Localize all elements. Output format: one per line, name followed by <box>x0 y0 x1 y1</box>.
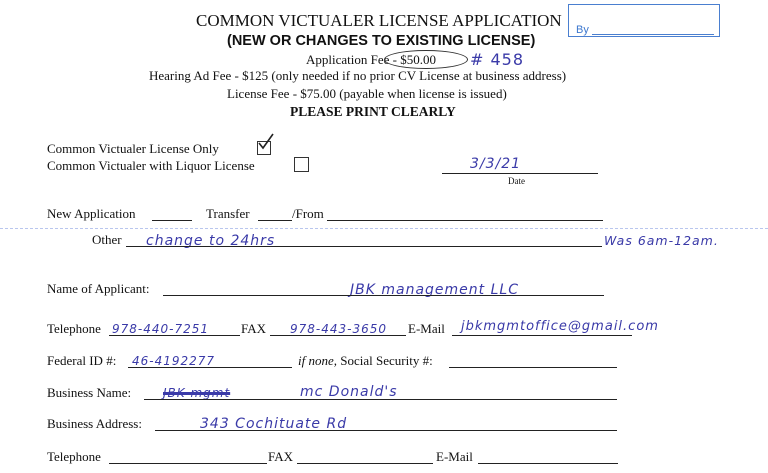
ssn-label <box>298 353 433 369</box>
fax-label: FAX <box>241 321 267 336</box>
from-line[interactable] <box>327 220 603 221</box>
hearing-ad-fee: Hearing Ad Fee - $125 (only needed if no prior CV License at business address) <box>149 68 567 83</box>
telephone-label: Telephone <box>47 321 101 336</box>
federal-id-label: Federal ID #: <box>47 353 117 368</box>
email-line[interactable] <box>452 335 632 336</box>
fee-circle <box>384 50 468 69</box>
fax2-label: FAX <box>268 449 294 464</box>
new-application-label: New Application <box>47 206 136 221</box>
telephone-value: 978-440-7251 <box>112 322 210 336</box>
fax2-line[interactable] <box>297 463 433 464</box>
checkmark-icon <box>256 132 276 157</box>
transfer-label: Transfer <box>206 206 250 221</box>
cv-liquor-checkbox[interactable] <box>294 157 309 172</box>
business-name-line[interactable] <box>144 399 617 400</box>
telephone2-label: Telephone <box>47 449 101 464</box>
cv-only-label: Common Victualer License Only <box>47 141 219 156</box>
telephone-line[interactable] <box>109 335 240 336</box>
form-title: COMMON VICTUALER LICENSE APPLICATION <box>196 11 562 30</box>
form-subtitle: (NEW OR CHANGES TO EXISTING LICENSE) <box>227 33 536 49</box>
ssn-line[interactable] <box>449 367 617 368</box>
print-clearly-note: PLEASE PRINT CLEARLY <box>290 104 456 119</box>
from-label: /From <box>292 206 324 221</box>
email-value: jbkmgmtoffice@gmail.com <box>461 319 659 334</box>
other-label: Other <box>92 232 122 247</box>
date-label: Date <box>508 176 525 186</box>
ssn-if-none: if none, <box>298 353 337 368</box>
business-address-label: Business Address: <box>47 416 142 431</box>
business-name-struck: JBK mgmt <box>163 386 231 400</box>
federal-id-value: 46-4192277 <box>132 354 216 368</box>
date-line <box>442 173 598 174</box>
email2-label: E-Mail <box>436 449 473 464</box>
transfer-line[interactable] <box>258 220 292 221</box>
applicant-value: JBK management LLC <box>350 282 519 298</box>
business-name-value: mc Donald's <box>300 384 398 400</box>
application-fee: Application Fee - $50.00 <box>306 52 436 67</box>
fax-line[interactable] <box>270 335 406 336</box>
other-line[interactable] <box>126 246 602 247</box>
new-application-line[interactable] <box>152 220 192 221</box>
bleed-through-line <box>0 228 768 229</box>
date-value: 3/3/21 <box>470 156 522 172</box>
federal-id-line[interactable] <box>128 367 292 368</box>
received-stamp-box <box>568 4 720 37</box>
applicant-line[interactable] <box>163 295 604 296</box>
business-name-label: Business Name: <box>47 385 132 400</box>
fax-value: 978-443-3650 <box>290 322 388 336</box>
other-value: change to 24hrs <box>146 233 276 249</box>
fee-annotation: # 458 <box>470 50 525 69</box>
business-address-line[interactable] <box>155 430 617 431</box>
business-address-value: 343 Cochituate Rd <box>200 416 348 432</box>
telephone2-line[interactable] <box>109 463 267 464</box>
ssn-text: Social Security #: <box>340 353 433 368</box>
applicant-label: Name of Applicant: <box>47 281 150 296</box>
license-fee: License Fee - $75.00 (payable when license is issued) <box>227 86 507 101</box>
stamp-by-line <box>592 34 714 35</box>
email-label: E-Mail <box>408 321 445 336</box>
stamp-by-label: By <box>576 24 589 36</box>
margin-note: Was 6am-12am. <box>604 233 719 248</box>
email2-line[interactable] <box>478 463 618 464</box>
cv-liquor-label: Common Victualer with Liquor License <box>47 158 255 173</box>
